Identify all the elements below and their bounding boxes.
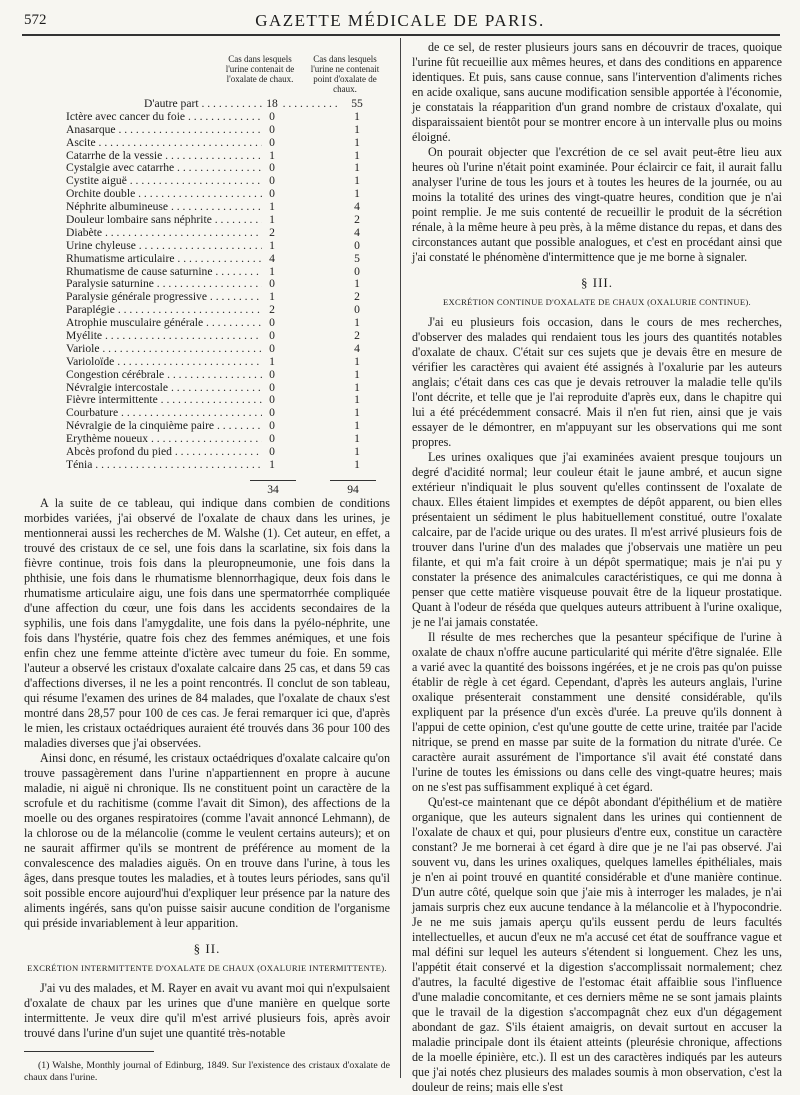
page-number: 572	[24, 12, 47, 28]
page-header	[20, 10, 780, 32]
count-without-oxalate: 55	[351, 97, 363, 110]
count-with-oxalate: 0	[262, 278, 282, 291]
paragraph: Les urines oxaliques que j'ai examinées avaient presque toujours un degré d'acidité normal; leur couleur était le jaune ambré, et aucun signe extérieur n'indiquait le plus souvent qu'elles continssent de l'oxalate de chaux. Elles étaient limpides et exemptes de dépôt apparent, ou bien elles présentaient un sédiment le plus habituellement constitué, outre l'oxalate calcaire, par de l'acide urique ou des urates. Il m'est arrivé plusieurs fois de trouver dans l'urine d'un des malades que j'observais une matière un peu filante, et qui m'a fait croire à un dépôt spermatique; mais je n'ai pu y constater la présence des animalcules caractéristiques, ce qui me donna à penser que cette matière visqueuse pouvait être de la liqueur prostatique. Quant à l'odeur de réséda que quelques auteurs attribuent à l'urine oxalique, je ne l'ai jamais constatée.	[412, 450, 782, 629]
table-row	[24, 369, 390, 382]
count-without-oxalate: 1	[354, 367, 360, 381]
table-row	[24, 266, 390, 279]
section-mark: § II.	[193, 940, 221, 956]
count-without-oxalate: 2	[354, 213, 360, 227]
count-with-oxalate: 0	[262, 137, 282, 150]
disease-name: Rhumatisme de cause saturnine . . .	[66, 266, 262, 279]
table-row	[24, 150, 390, 163]
table-row	[24, 253, 390, 266]
table-row	[24, 317, 390, 330]
disease-table	[24, 98, 390, 472]
disease-name: Catarrhe de la vessie . . .	[66, 150, 262, 163]
table-header	[24, 40, 390, 98]
disease-name: Congestion cérébrale . . .	[66, 369, 262, 382]
count-without-oxalate: 1	[354, 187, 360, 201]
paragraph: On pourait objecter que l'excrétion de ce sel avait peut-être lieu aux heures où l'urine n'était point examinée. Pour éclaircir ce fait, il aurait fallu analyser l'urine de tous les jours et à toutes les heures de la journée, ou au moins la totalité des urines des vingt-quatre heures, condition que je n'ai point remplie. Je me suis contenté de recueillir le produit de la sécrétion rénale, à la même heure à peu près, à la même distance du repas, et dans des circonstances autant que possible analogues, et c'est en procédant ainsi que j'ai constaté le phénomène d'intermittence que je me borne à signaler.	[412, 145, 782, 264]
count-without-oxalate: 4	[354, 341, 360, 355]
count-with-oxalate: 1	[262, 150, 282, 163]
count-without-oxalate: 1	[354, 316, 360, 330]
table-row	[24, 407, 390, 420]
disease-name: Cystalgie avec catarrhe . . .	[66, 162, 262, 175]
paragraph: A la suite de ce tableau, qui indique dans combien de conditions morbides variées, j'ai observé de l'oxalate de chaux dans les urines, je mentionnerai aussi les recherches de M. Walshe (1). Cet auteur, en effet, a trouvé des cristaux de ce sel, une fois dans la scarlatine, six fois dans la fièvre continue, trois fois dans la pleuropneumonie, une fois dans la phthisie, une fois dans le rhumatisme blennorrhagique, deux fois dans le rhumatisme articulaire aigu, une fois dans une spermatorrhée compliquée d'une affection du cœur, une fois dans les accidents secondaires de la syphilis, une fois dans l'amygdalite, une fois dans la pyélo-néphrite, une fois dans l'hystérie, quatre fois chez des femmes anémiques, et une fois enfin chez une femme atteinte d'ictère avec tumeur du foie. En somme, l'auteur a observé les cristaux d'oxalate calcaire dans 25 cas, et dans 59 cas d'affections diverses, il ne les a point rencontrés. Il conclut de son tableau, qui résume l'examen des urines de 84 malades, que l'oxalate de chaux s'est montré dans 28,57 pour 100 de ces cas. Je ferai remarquer ici que, d'après le mien, les cristaux octaédriques auraient été trouvés dans 36 pour 100 des maladies diverses que j'ai observées.	[24, 495, 390, 750]
disease-name: D'autre part . . .	[144, 98, 340, 111]
disease-name: Myélite . . .	[66, 330, 262, 343]
disease-name: Anasarque . . .	[66, 124, 262, 137]
count-with-oxalate: 0	[262, 162, 282, 175]
disease-name: Cystite aiguë . . .	[66, 175, 262, 188]
table-row	[24, 278, 390, 291]
count-with-oxalate: 0	[262, 317, 282, 330]
count-with-oxalate: 0	[262, 394, 282, 407]
count-with-oxalate: 0	[262, 175, 282, 188]
disease-name: Paraplégie . . .	[66, 304, 262, 317]
table-row	[24, 433, 390, 446]
disease-name: Diabète . . .	[66, 227, 262, 240]
count-without-oxalate: 1	[354, 406, 360, 420]
section-title: EXCRÉTION CONTINUE D'OXALATE DE CHAUX (OXALURIE CONTINUE).	[443, 297, 751, 307]
count-with-oxalate: 1	[262, 459, 282, 472]
count-without-oxalate: 1	[354, 135, 360, 149]
count-with-oxalate: 1	[262, 356, 282, 369]
disease-name: Variole . . .	[66, 343, 262, 356]
count-with-oxalate: 0	[262, 111, 282, 124]
paragraph: J'ai vu des malades, et M. Rayer en avait vu avant moi qui n'expulsaient d'oxalate de chaux par les urines que d'une manière en quelque sorte intermittente. Je veux dire qu'il m'est arrivé plusieurs fois, après avoir trouvé dans l'urine d'un sujet une quantité très-notable	[24, 980, 390, 1040]
table-col2-header: Cas dans lesquels l'urine ne contenait point d'oxalate de chaux.	[310, 54, 380, 94]
table-row	[24, 356, 390, 369]
paragraph: de ce sel, de rester plusieurs jours sans en découvrir de traces, quoique l'urine fût recueillie aux mêmes heures, et dans des conditions en apparence identiques. Et puis, sans cause connue, sans l'intervention d'aliments riches en acide oxalique, sans aucune modification sensible apportée à l'économie, je constatais la réapparition d'un grand nombre de cristaux d'oxalate, qui disparaissaient bientôt pour se montrer encore à un intervalle plus ou moins éloigné.	[412, 40, 782, 144]
count-with-oxalate: 2	[262, 304, 282, 317]
count-without-oxalate: 0	[354, 264, 360, 278]
table-row	[24, 201, 390, 214]
count-without-oxalate: 1	[354, 148, 360, 162]
disease-name: Néphrite albumineuse . . .	[66, 201, 262, 214]
table-totals	[24, 472, 390, 496]
count-without-oxalate: 1	[354, 174, 360, 188]
disease-name: Urine chyleuse . . .	[66, 240, 262, 253]
count-without-oxalate: 1	[354, 432, 360, 446]
table-row	[24, 227, 390, 240]
count-without-oxalate: 1	[354, 354, 360, 368]
table-row	[24, 162, 390, 175]
disease-name: Varioloïde . . .	[66, 356, 262, 369]
disease-name: Courbature . . .	[66, 407, 262, 420]
disease-name: Paralysie saturnine . . .	[66, 278, 262, 291]
count-with-oxalate: 0	[262, 343, 282, 356]
table-row	[24, 459, 390, 472]
table-row	[24, 343, 390, 356]
count-without-oxalate: 1	[354, 380, 360, 394]
disease-name: Abcès profond du pied . . .	[66, 446, 262, 459]
disease-name: Erythème noueux . . .	[66, 433, 262, 446]
table-row	[24, 188, 390, 201]
paragraph: Ainsi donc, en résumé, les cristaux octaédriques d'oxalate calcaire qu'on trouve passagèrement dans l'urine n'appartiennent en propre à aucune maladie, ni aiguë ni chronique. Ils ne constituent point un caractère de la scrofule et du rachitisme (comme l'avait dit Simon), des affections de la moelle ou des organes respiratoires (comme l'avait annoncé Lehmann), de la chlorose ou de la mélancolie (comme le veulent certains auteurs); et on ne saurait affirmer qu'ils se montrent de préférence au moment de la convalescence des maladies aiguës. On en trouve dans l'urine, à tous les âges, dans presque toutes les maladies, et à toutes leurs périodes, sans qu'il soit possible encore aujourd'hui d'expliquer leur présence par la nature des aliments ingérés, sans qu'on puisse saisir aucune condition de l'organisme qui préside invariablement à leur apparition.	[24, 750, 390, 930]
table-row	[24, 330, 390, 343]
table-row	[24, 175, 390, 188]
footnote: (1) Walshe, Monthly journal of Edinburg, 1849. Sur l'existence des cristaux d'oxalate de chaux dans l'urine.	[24, 1059, 390, 1083]
disease-name: Douleur lombaire sans néphrite . . .	[66, 214, 262, 227]
disease-name: Névralgie de la cinquième paire . . .	[66, 420, 262, 433]
count-without-oxalate: 1	[354, 445, 360, 459]
count-with-oxalate: 0	[262, 446, 282, 459]
paragraph: Il résulte de mes recherches que la pesanteur spécifique de l'urine à oxalate de chaux n'offre aucune particularité qui mérite d'être signalée. Elle a varié avec la quantité des boissons ingérées, et je ne crois pas qu'on puisse établir de règle à cet égard. Cependant, d'après les auteurs anglais, l'urine oxalique présenterait constamment une densité considérable, qu'ils expliquent par la présence d'un excès d'urée. La preuve qu'ils donnent à l'appui de cette opinion, c'est qu'une goutte de cette urine, traitée par l'acide nitrique, se prend en masse par suite de la formation du nitrate d'urée. Ce caractère aurait assurément de l'importance s'il avait été constaté dans l'urine de toutes les émissions ou dans celle des vingt-quatre heures; mais on ne s'est pas suffisamment expliqué à cet égard.	[412, 630, 782, 794]
section-title: EXCRÉTION INTERMITTENTE D'OXALATE DE CHAUX (OXALURIE INTERMITTENTE).	[27, 962, 387, 973]
count-without-oxalate: 2	[354, 329, 360, 343]
disease-name: Orchite double . . .	[66, 188, 262, 201]
disease-name: Rhumatisme articulaire . . .	[66, 253, 262, 266]
count-with-oxalate: 1	[262, 266, 282, 279]
disease-name: Névralgie intercostale . . .	[66, 382, 262, 395]
journal-title: GAZETTE MÉDICALE DE PARIS.	[255, 11, 545, 30]
count-with-oxalate: 0	[262, 433, 282, 446]
count-without-oxalate: 1	[354, 122, 360, 136]
count-without-oxalate: 1	[354, 393, 360, 407]
table-row	[24, 137, 390, 150]
table-col1-header: Cas dans lesquels l'urine contenait de l'oxalate de chaux.	[225, 54, 295, 84]
table-row	[24, 291, 390, 304]
right-column	[412, 40, 782, 1095]
count-with-oxalate: 0	[262, 330, 282, 343]
section-mark: § III.	[581, 275, 613, 290]
left-column	[24, 40, 390, 1084]
count-with-oxalate: 0	[262, 188, 282, 201]
disease-name: Ictère avec cancer du foie . . .	[66, 111, 262, 124]
count-with-oxalate: 1	[262, 214, 282, 227]
table-row	[24, 420, 390, 433]
count-with-oxalate: 1	[262, 201, 282, 214]
disease-name: Ténia . . .	[66, 459, 262, 472]
count-without-oxalate: 5	[354, 251, 360, 265]
column-divider	[400, 38, 401, 1078]
footnote-rule	[24, 1051, 154, 1052]
table-row	[24, 240, 390, 253]
table-row	[24, 124, 390, 137]
count-without-oxalate: 0	[354, 238, 360, 252]
count-with-oxalate: 1	[262, 240, 282, 253]
disease-name: Paralysie générale progressive . . .	[66, 291, 262, 304]
count-without-oxalate: 2	[354, 290, 360, 304]
count-with-oxalate: 2	[262, 227, 282, 240]
count-with-oxalate: 0	[262, 369, 282, 382]
count-without-oxalate: 0	[354, 303, 360, 317]
paragraph: Qu'est-ce maintenant que ce dépôt abondant d'épithélium et de matière organique, que les auteurs signalent dans les urines qui contiennent de l'oxalate de chaux et qui, pour plusieurs d'entre eux, constitue un caractère constant? Je me bornerai à cet égard à dire que je ne l'ai pas observé. J'ai souvent vu, dans les urines oxaliques, quelques lamelles épithéliales, mais je n'en ai point trouvé en quantité considérable et d'une manière continue. D'un autre côté, quelque soin que j'aie mis à interroger les malades, je n'ai jamais surpris chez eux aucune tendance à la mélancolie et à l'hypocondrie. Je ne me suis jamais aperçu qu'ils eussent perdu de leurs facultés intellectuelles, et aucun d'eux ne m'a accusé cet état de souffrance vague et mal défini sur lequel les auteurs s'étendent si longuement. Chez les uns, l'appétit était conservé et la digestion s'accomplissait normalement; chez d'autres, la faculté digestive de l'estomac était affaiblie sous l'influence d'une maladie concomitante, et ces derniers même ne se sont jamais plaints que le travail de la digestion s'accompagnât chez eux d'un dégagement abondant de gaz. S'ils étaient amaigris, on devait surtout en accuser la maladie principale dont ils étaient atteints (pleurésie chronique, affections de la moelle épinière, etc.). Il est un des caractères indiqués par les auteurs que j'ai notés chez plusieurs des malades soumis à mon observation, c'est la douleur de reins; mais elle s'est	[412, 795, 782, 1094]
count-without-oxalate: 1	[354, 457, 360, 471]
count-without-oxalate: 1	[354, 109, 360, 123]
count-with-oxalate: 0	[262, 420, 282, 433]
count-with-oxalate: 1	[262, 291, 282, 304]
count-without-oxalate: 1	[354, 419, 360, 433]
count-without-oxalate: 4	[354, 200, 360, 214]
count-without-oxalate: 1	[354, 277, 360, 291]
disease-name: Fièvre intermittente . . .	[66, 394, 262, 407]
count-without-oxalate: 4	[354, 225, 360, 239]
table-row	[24, 304, 390, 317]
table-row	[24, 98, 390, 111]
table-row	[24, 214, 390, 227]
disease-name: Atrophie musculaire générale . . .	[66, 317, 262, 330]
header-rule	[22, 34, 780, 36]
total-with-oxalate: 34	[250, 480, 296, 496]
disease-name: Ascite . . .	[66, 137, 262, 150]
count-without-oxalate: 1	[354, 161, 360, 175]
table-row	[24, 394, 390, 407]
count-with-oxalate: 0	[262, 382, 282, 395]
count-with-oxalate: 0	[262, 407, 282, 420]
table-row	[24, 111, 390, 124]
table-row	[24, 446, 390, 459]
total-without-oxalate: 94	[330, 480, 376, 496]
count-with-oxalate: 0	[262, 124, 282, 137]
count-with-oxalate: 18	[262, 98, 282, 111]
paragraph: J'ai eu plusieurs fois occasion, dans le cours de mes recherches, d'observer des malades qui rendaient tous les jours des quantités notables d'oxalate de chaux. C'était sur ces sujets que je devais être en mesure de vérifier les caractères qui avaient été assignés à l'oxalurie par les auteurs anglais; c'était dans ces cas que je devais retrouver la maladie telle qu'ils l'ont décrite, et telle que je l'ai reproduite d'après eux, dans le chapitre qui lui a été précédemment consacré. Mais il n'en fut rien, ainsi que je vais essayer de le démontrer, en m'appuyant sur les observations qui me sont propres.	[412, 315, 782, 449]
table-row	[24, 382, 390, 395]
count-with-oxalate: 4	[262, 253, 282, 266]
